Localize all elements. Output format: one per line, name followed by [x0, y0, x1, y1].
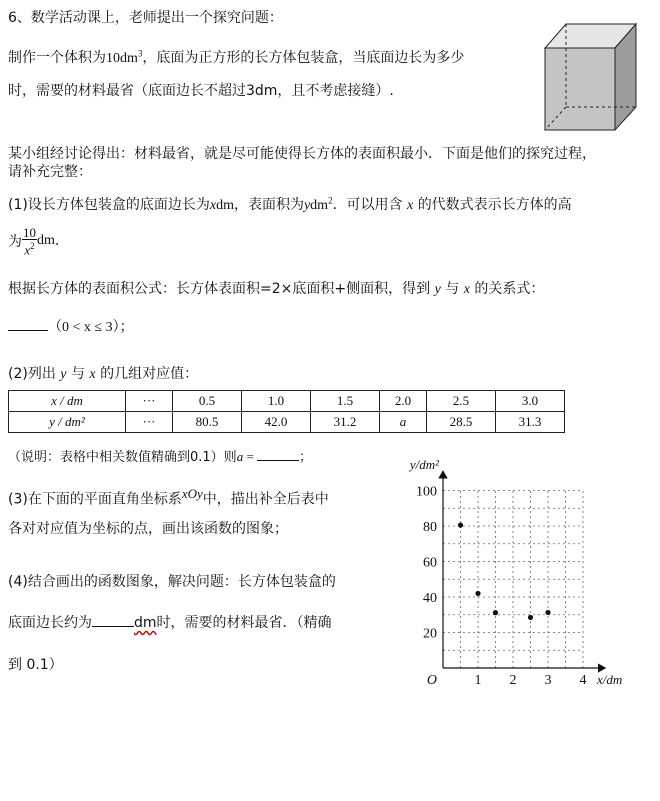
table-cell: 80.5	[173, 412, 242, 433]
x-tick-label: 4	[579, 673, 587, 685]
problem-title: 6、数学活动课上，老师提出一个探究问题：	[8, 10, 283, 26]
discussion-line-1: 某小组经讨论得出：材料最省，就是尽可能使得长方体的表面积最小．下面是他们的探究过程，	[8, 146, 596, 162]
x-tick-label: 3	[544, 673, 552, 685]
table-cell: 1.0	[242, 391, 311, 412]
part3-line-1: (3)在下面的平面直角坐标系$^{xOy}$中，描出补全后表中	[8, 486, 329, 508]
data-point	[475, 591, 480, 596]
part4-line-2: 底面边长约为 dm时，需要的材料最省．（精确	[8, 615, 332, 631]
table-cell: 28.5	[427, 412, 496, 433]
y-tick-label: 100	[416, 484, 437, 500]
part1-line-1: (1)设长方体包装盒的底面边长为xdm，表面积为ydm$^2$．可以用含 x 的代数式表示长方体的高	[8, 195, 572, 213]
table-row	[9, 412, 565, 433]
table-header-y: y / dm²	[9, 412, 126, 433]
box-illustration	[540, 18, 642, 134]
coordinate-chart	[390, 455, 640, 685]
table-cell: ···	[126, 412, 173, 433]
data-point	[528, 615, 533, 620]
part4-line-1: (4)结合画出的函数图象，解决问题：长方体包装盒的	[8, 574, 336, 590]
value-table	[8, 390, 565, 433]
y-tick-label: 60	[423, 555, 437, 571]
y-tick-label: 80	[423, 520, 437, 535]
data-point	[458, 523, 463, 528]
part4-line-3: 到 0.1）	[8, 657, 63, 673]
y-axis-label: y/dm²	[409, 457, 439, 472]
table-cell: ···	[126, 391, 173, 412]
table-cell: 2.0	[380, 391, 427, 412]
x-tick-label: 1	[474, 673, 482, 685]
part3-line-2: 各对对应值为坐标的点，画出该函数的图象；	[8, 521, 288, 537]
x-axis-label: x/dm	[597, 672, 623, 685]
part1-formula-line: 根据长方体的表面积公式：长方体表面积=2×底面积+侧面积，得到 y 与 x 的关系式：	[8, 281, 545, 297]
y-tick-label: 20	[423, 626, 437, 642]
side-length-answer-blank[interactable]	[92, 613, 134, 627]
a-answer-blank[interactable]	[257, 448, 299, 461]
x-tick-label: 2	[509, 673, 517, 685]
intro-line-1: 制作一个体积为$10dm^3$，底面为正方形的长方体包装盒，当底面边长为多少	[8, 48, 465, 66]
intro-line-2: 时，需要的材料最省（底面边长不超过3dm，且不考虑接缝）.	[8, 83, 394, 99]
table-cell: 2.5	[427, 391, 496, 412]
table-cell: 42.0	[242, 412, 311, 433]
table-cell: 31.2	[311, 412, 380, 433]
relation-answer-blank[interactable]	[8, 316, 48, 331]
discussion-line-2: 请补充完整：	[8, 164, 92, 180]
volume-value: $10dm^3$	[106, 48, 143, 66]
table-header-x: x / dm	[9, 391, 126, 412]
data-point	[493, 610, 498, 615]
part1-height-expression: 为 $\frac{10}{x^2}$ dm.	[8, 225, 60, 258]
table-row	[9, 391, 565, 412]
y-tick-label: 40	[423, 591, 437, 606]
origin-label: O	[426, 673, 437, 685]
table-cell: 1.5	[311, 391, 380, 412]
table-cell: 0.5	[173, 391, 242, 412]
part1-answer-line: （0 < x ≤ 3）；	[8, 316, 134, 336]
part2-note: （说明：表格中相关数值精确到0.1）则a = ；	[8, 449, 313, 465]
table-cell-unknown-a: a	[380, 412, 427, 433]
data-point	[545, 610, 550, 615]
table-cell: 3.0	[496, 391, 565, 412]
table-cell: 31.3	[496, 412, 565, 433]
height-fraction: $\frac{10}{x^2}$	[23, 225, 36, 258]
part2-line: (2)列出 y 与 x 的几组对应值：	[8, 366, 199, 382]
